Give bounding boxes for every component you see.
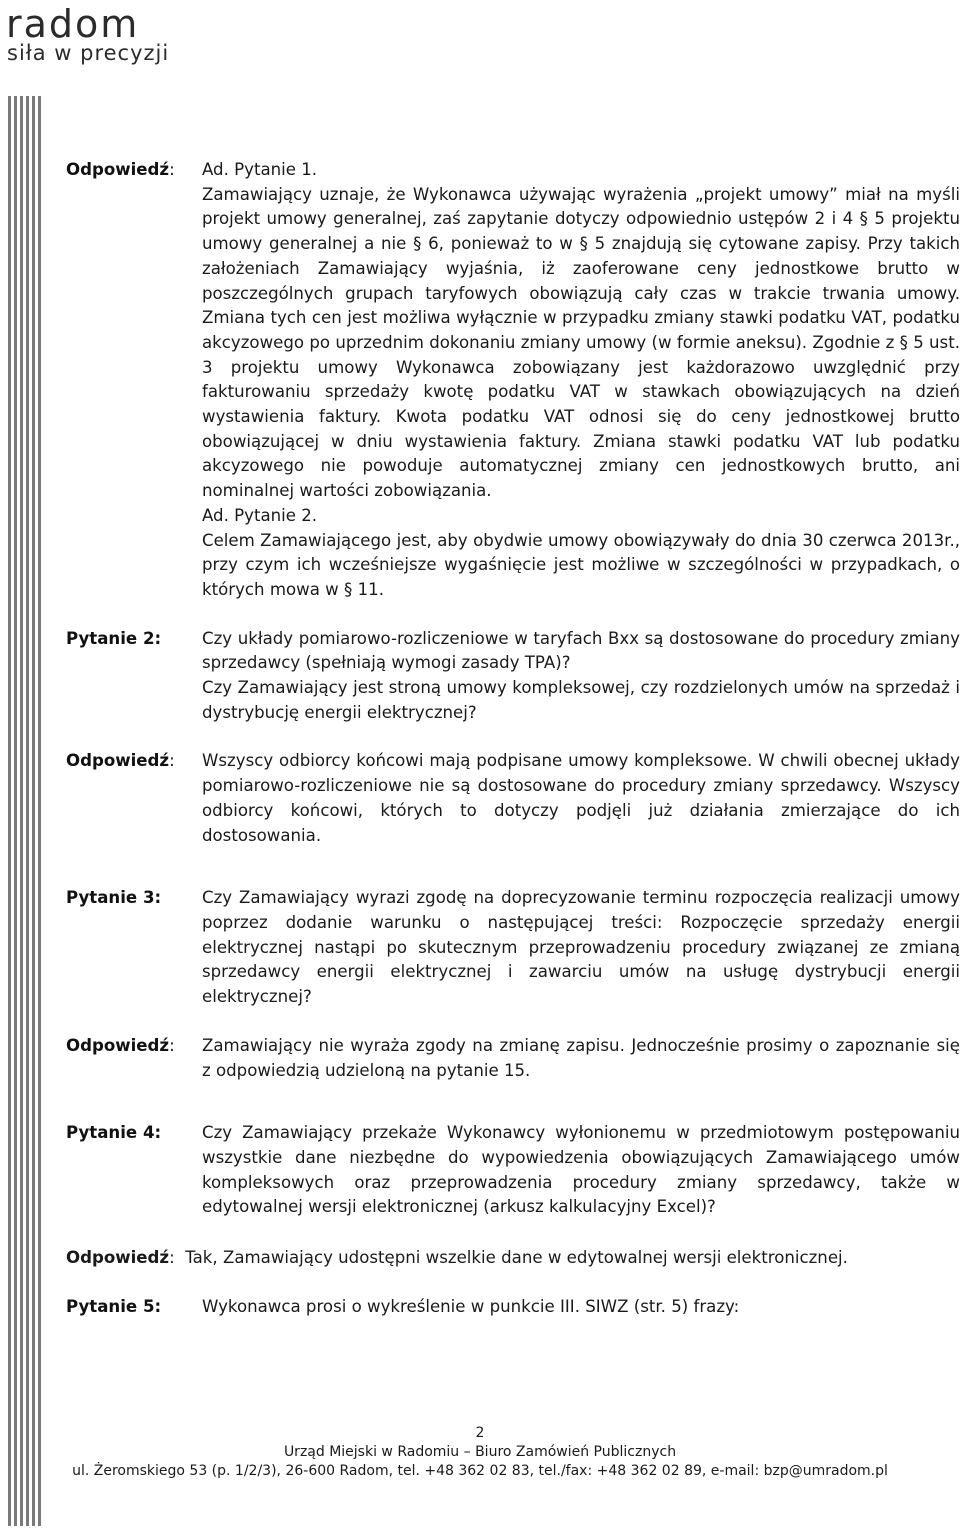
block-label: Odpowiedź bbox=[66, 160, 170, 179]
block-label: Odpowiedź bbox=[66, 751, 170, 771]
answer-block-4 bbox=[66, 1246, 960, 1271]
logo-wordmark: radom bbox=[6, 2, 140, 46]
question-block-3 bbox=[66, 886, 960, 1010]
answer-block-3 bbox=[66, 1034, 960, 1083]
paragraph: Czy układy pomiarowo-rozliczeniowe w taryfach Bxx są dostosowane do procedury zmiany sprzedawcy (spełniają wymogi zasady TPA)? bbox=[202, 628, 960, 673]
paragraph: Ad. Pytanie 1. bbox=[202, 160, 318, 179]
footer-address: ul. Żeromskiego 53 (p. 1/2/3), 26-600 Radom, tel. +48 362 02 83, tel./fax: +48 362 02 89, e-mail: bzp@umradom.pl bbox=[72, 1463, 888, 1479]
paragraph: Wszyscy odbiorcy końcowi mają podpisane umowy kompleksowe. W chwili obecnej układy pomiarowo-rozliczeniowe nie są dostosowane do procedury zmiany sprzedawcy. Wszyscy odbiorcy końcowi, których to dotyczy podjęli już działania zmierzające do ich dostosowania. bbox=[202, 751, 960, 845]
footer-office: Urząd Miejski w Radomiu – Biuro Zamówień Publicznych bbox=[283, 1444, 677, 1460]
paragraph: Zamawiający uznaje, że Wykonawca używając wyrażenia „projekt umowy” miał na myśli projekt umowy generalnej, zaś zapytanie dotyczy odpowiednio ustępów 2 i 4 § 5 projektu umowy generalnej a nie § 6, ponieważ to w § 5 znajdują się cytowane zapisy. Przy takich założeniach Zamawiający wyjaśnia, iż zaoferowane ceny jednostkowe brutto w poszczególnych grupach taryfowych obowiązują cały czas w trakcie trwania umowy. Zmiana tych cen jest możliwa wyłącznie w przypadku zmiany stawki podatku VAT, podatku akcyzowego po uprzednim dokonaniu zmiany umowy (w formie aneksu). Zgodnie z § 5 ust. 3 projektu umowy Wykonawca zobowiązany jest każdorazowo uwzględnić przy fakturowaniu sprzedaży kwotę podatku VAT w stawkach obowiązujących na dzień wystawienia faktury. Kwota podatku VAT odnosi się do ceny jednostkowej brutto obowiązującej w dniu wystawienia faktury. Zmiana stawki podatku VAT lub podatku akcyzowego nie powoduje automatycznej zmiany cen jednostkowych brutto, ani nominalnej wartości zobowiązania. bbox=[202, 184, 960, 501]
block-label: Odpowiedź bbox=[66, 1248, 170, 1268]
block-label: Pytanie 5: bbox=[66, 1296, 162, 1316]
question-block-2 bbox=[66, 627, 960, 726]
page-number: 2 bbox=[475, 1425, 485, 1441]
radom-logo bbox=[4, 4, 204, 68]
paragraph: Czy Zamawiający jest stroną umowy kompleksowej, czy rozdzielonych umów na sprzedaż i dystrybucję energii elektrycznej? bbox=[202, 678, 960, 722]
paragraph: Wykonawca prosi o wykreślenie w punkcie III. SIWZ (str. 5) frazy: bbox=[202, 1296, 740, 1316]
page-footer bbox=[0, 1424, 960, 1481]
question-block-5 bbox=[66, 1295, 960, 1320]
label-colon: : bbox=[169, 1035, 175, 1055]
document-body bbox=[66, 158, 960, 1319]
paragraph: Czy Zamawiający przekaże Wykonawcy wyłonionemu w przedmiotowym postępowaniu wszystkie dane niezbędne do wypowiedzenia obowiązujących Zamawiającego umów kompleksowych oraz przeprowadzenia procedury zmiany sprzedawcy, także w edytowalnej wersji elektronicznej (arkusz kalkulacyjny Excel)? bbox=[202, 1123, 960, 1217]
paragraph: Celem Zamawiającego jest, aby obydwie umowy obowiązywały do dnia 30 czerwca 2013r., przy czym ich wcześniejsze wygaśnięcie jest możliwe w szczególności w przypadkach, o których mowa w § 11. bbox=[202, 530, 960, 599]
question-block-4 bbox=[66, 1121, 960, 1220]
block-label: Pytanie 4: bbox=[66, 1123, 162, 1143]
label-colon: : bbox=[169, 751, 175, 771]
answer-block-2 bbox=[66, 749, 960, 848]
paragraph: Tak, Zamawiający udostępni wszelkie dane w edytowalnej wersji elektronicznej. bbox=[185, 1248, 848, 1268]
paragraph: Czy Zamawiający wyrazi zgodę na doprecyzowanie terminu rozpoczęcia realizacji umowy poprzez dodanie warunku o następującej treści: Rozpoczęcie sprzedaży energii elektrycznej nastąpi po skutecznym przeprowadzeniu procedury związanej ze zmianą sprzedawcy energii elektrycznej i zawarciu umów na usługę dystrybucji energii elektrycznej? bbox=[202, 888, 960, 1007]
paragraph: Zamawiający nie wyraża zgody na zmianę zapisu. Jednocześnie prosimy o zapoznanie się z odpowiedzią udzieloną na pytanie 15. bbox=[202, 1035, 960, 1080]
decorative-stripes bbox=[8, 96, 44, 1526]
paragraph: Ad. Pytanie 2. bbox=[202, 505, 318, 525]
block-label: Pytanie 2: bbox=[66, 628, 162, 648]
block-label: Odpowiedź bbox=[66, 1035, 170, 1055]
logo-tagline: siła w precyzji bbox=[7, 41, 170, 65]
label-colon: : bbox=[169, 1248, 175, 1268]
block-label: Pytanie 3: bbox=[66, 888, 162, 908]
answer-block-1 bbox=[66, 158, 960, 603]
label-colon: : bbox=[169, 160, 175, 179]
